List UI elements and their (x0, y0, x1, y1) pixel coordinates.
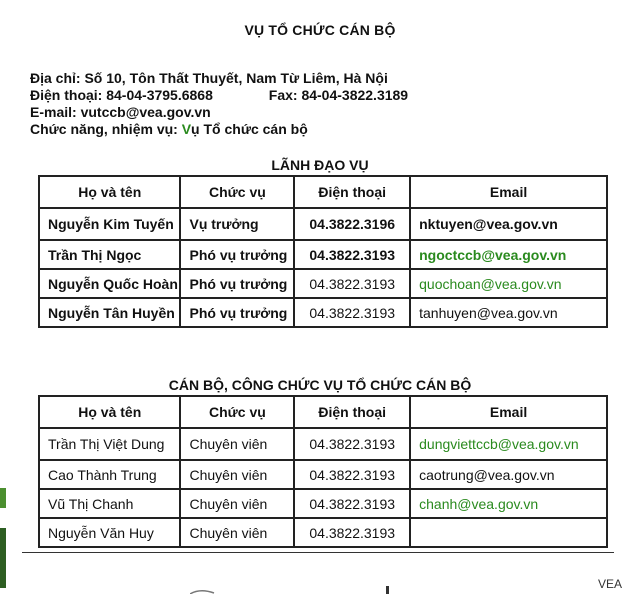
cell-email[interactable]: quochoan@vea.gov.vn (410, 269, 607, 298)
bottom-divider (22, 552, 614, 553)
cell-role: Chuyên viên (180, 460, 294, 489)
cell-email[interactable]: dungviettccb@vea.gov.vn (410, 428, 607, 460)
staff-heading: CÁN BỘ, CÔNG CHỨC VỤ TỔ CHỨC CÁN BỘ (168, 377, 472, 393)
header-name: Họ và tên (39, 396, 180, 428)
cell-email[interactable]: chanh@vea.gov.vn (410, 489, 607, 518)
header-name: Họ và tên (39, 176, 180, 208)
cell-phone: 04.3822.3193 (294, 460, 410, 489)
left-edge-accent (0, 488, 6, 508)
cell-phone: 04.3822.3193 (294, 428, 410, 460)
cell-phone: 04.3822.3193 (294, 298, 410, 327)
cell-email[interactable]: nktuyen@vea.gov.vn (410, 208, 607, 240)
header-email: Email (410, 396, 607, 428)
cell-role: Phó vụ trưởng (180, 298, 294, 327)
cropped-text-fragment (190, 586, 390, 594)
table-row (39, 518, 607, 547)
table-row (39, 240, 607, 269)
table-header-row (39, 176, 607, 208)
cell-role: Phó vụ trưởng (180, 240, 294, 269)
cell-name: Nguyễn Kim Tuyến (39, 208, 180, 240)
staff-table (38, 395, 608, 548)
cell-phone: 04.3822.3196 (294, 208, 410, 240)
cell-role: Vụ trưởng (180, 208, 294, 240)
header-role: Chức vụ (180, 396, 294, 428)
email-line[interactable]: E-mail: vutccb@vea.gov.vn (30, 104, 211, 120)
cell-name: Nguyễn Quốc Hoàn (39, 269, 180, 298)
leadership-heading: LÃNH ĐẠO VỤ (271, 157, 369, 173)
phone-text: Điện thoại: 84-04-3795.6868 (30, 87, 213, 103)
page-title: VỤ TỔ CHỨC CÁN BỘ (244, 22, 396, 38)
table-row (39, 269, 607, 298)
fax-text: Fax: 84-04-3822.3189 (268, 87, 409, 103)
cell-name: Vũ Thị Chanh (39, 489, 180, 518)
header-role: Chức vụ (180, 176, 294, 208)
cell-phone: 04.3822.3193 (294, 269, 410, 298)
header-phone: Điện thoại (294, 396, 410, 428)
cell-phone: 04.3822.3193 (294, 489, 410, 518)
left-edge-accent-dark (0, 528, 6, 588)
function-v: V (181, 121, 192, 137)
table-row (39, 428, 607, 460)
function-prefix: Chức năng, nhiệm vụ: (30, 121, 182, 137)
cell-phone: 04.3822.3193 (294, 240, 410, 269)
cell-role: Phó vụ trưởng (180, 269, 294, 298)
cell-name: Nguyễn Tân Huyền (39, 298, 180, 327)
address-line: Địa chỉ: Số 10, Tôn Thất Thuyết, Nam Từ Liêm, Hà Nội (30, 70, 388, 86)
contact-info (30, 70, 408, 138)
table-row (39, 208, 607, 240)
cell-name: Nguyễn Văn Huy (39, 518, 180, 547)
table-row (39, 298, 607, 327)
cell-email[interactable]: caotrung@vea.gov.vn (410, 460, 607, 489)
cell-name: Trần Thị Ngọc (39, 240, 180, 269)
phone-fax-line (30, 87, 408, 104)
table-row (39, 489, 607, 518)
leadership-table (38, 175, 608, 328)
table-row (39, 460, 607, 489)
cell-email[interactable]: ngoctccb@vea.gov.vn (410, 240, 607, 269)
cell-phone: 04.3822.3193 (294, 518, 410, 547)
cell-email (410, 518, 607, 547)
cell-email[interactable]: tanhuyen@vea.gov.vn (410, 298, 607, 327)
header-phone: Điện thoại (294, 176, 410, 208)
cell-name: Trần Thị Việt Dung (39, 428, 180, 460)
function-line (30, 121, 408, 138)
cell-role: Chuyên viên (180, 428, 294, 460)
cell-name: Cao Thành Trung (39, 460, 180, 489)
vea-mark: VEA (597, 577, 622, 591)
header-email: Email (410, 176, 607, 208)
cell-role: Chuyên viên (180, 518, 294, 547)
function-rest: ụ Tổ chức cán bộ (191, 121, 308, 137)
cell-role: Chuyên viên (180, 489, 294, 518)
table-header-row (39, 396, 607, 428)
